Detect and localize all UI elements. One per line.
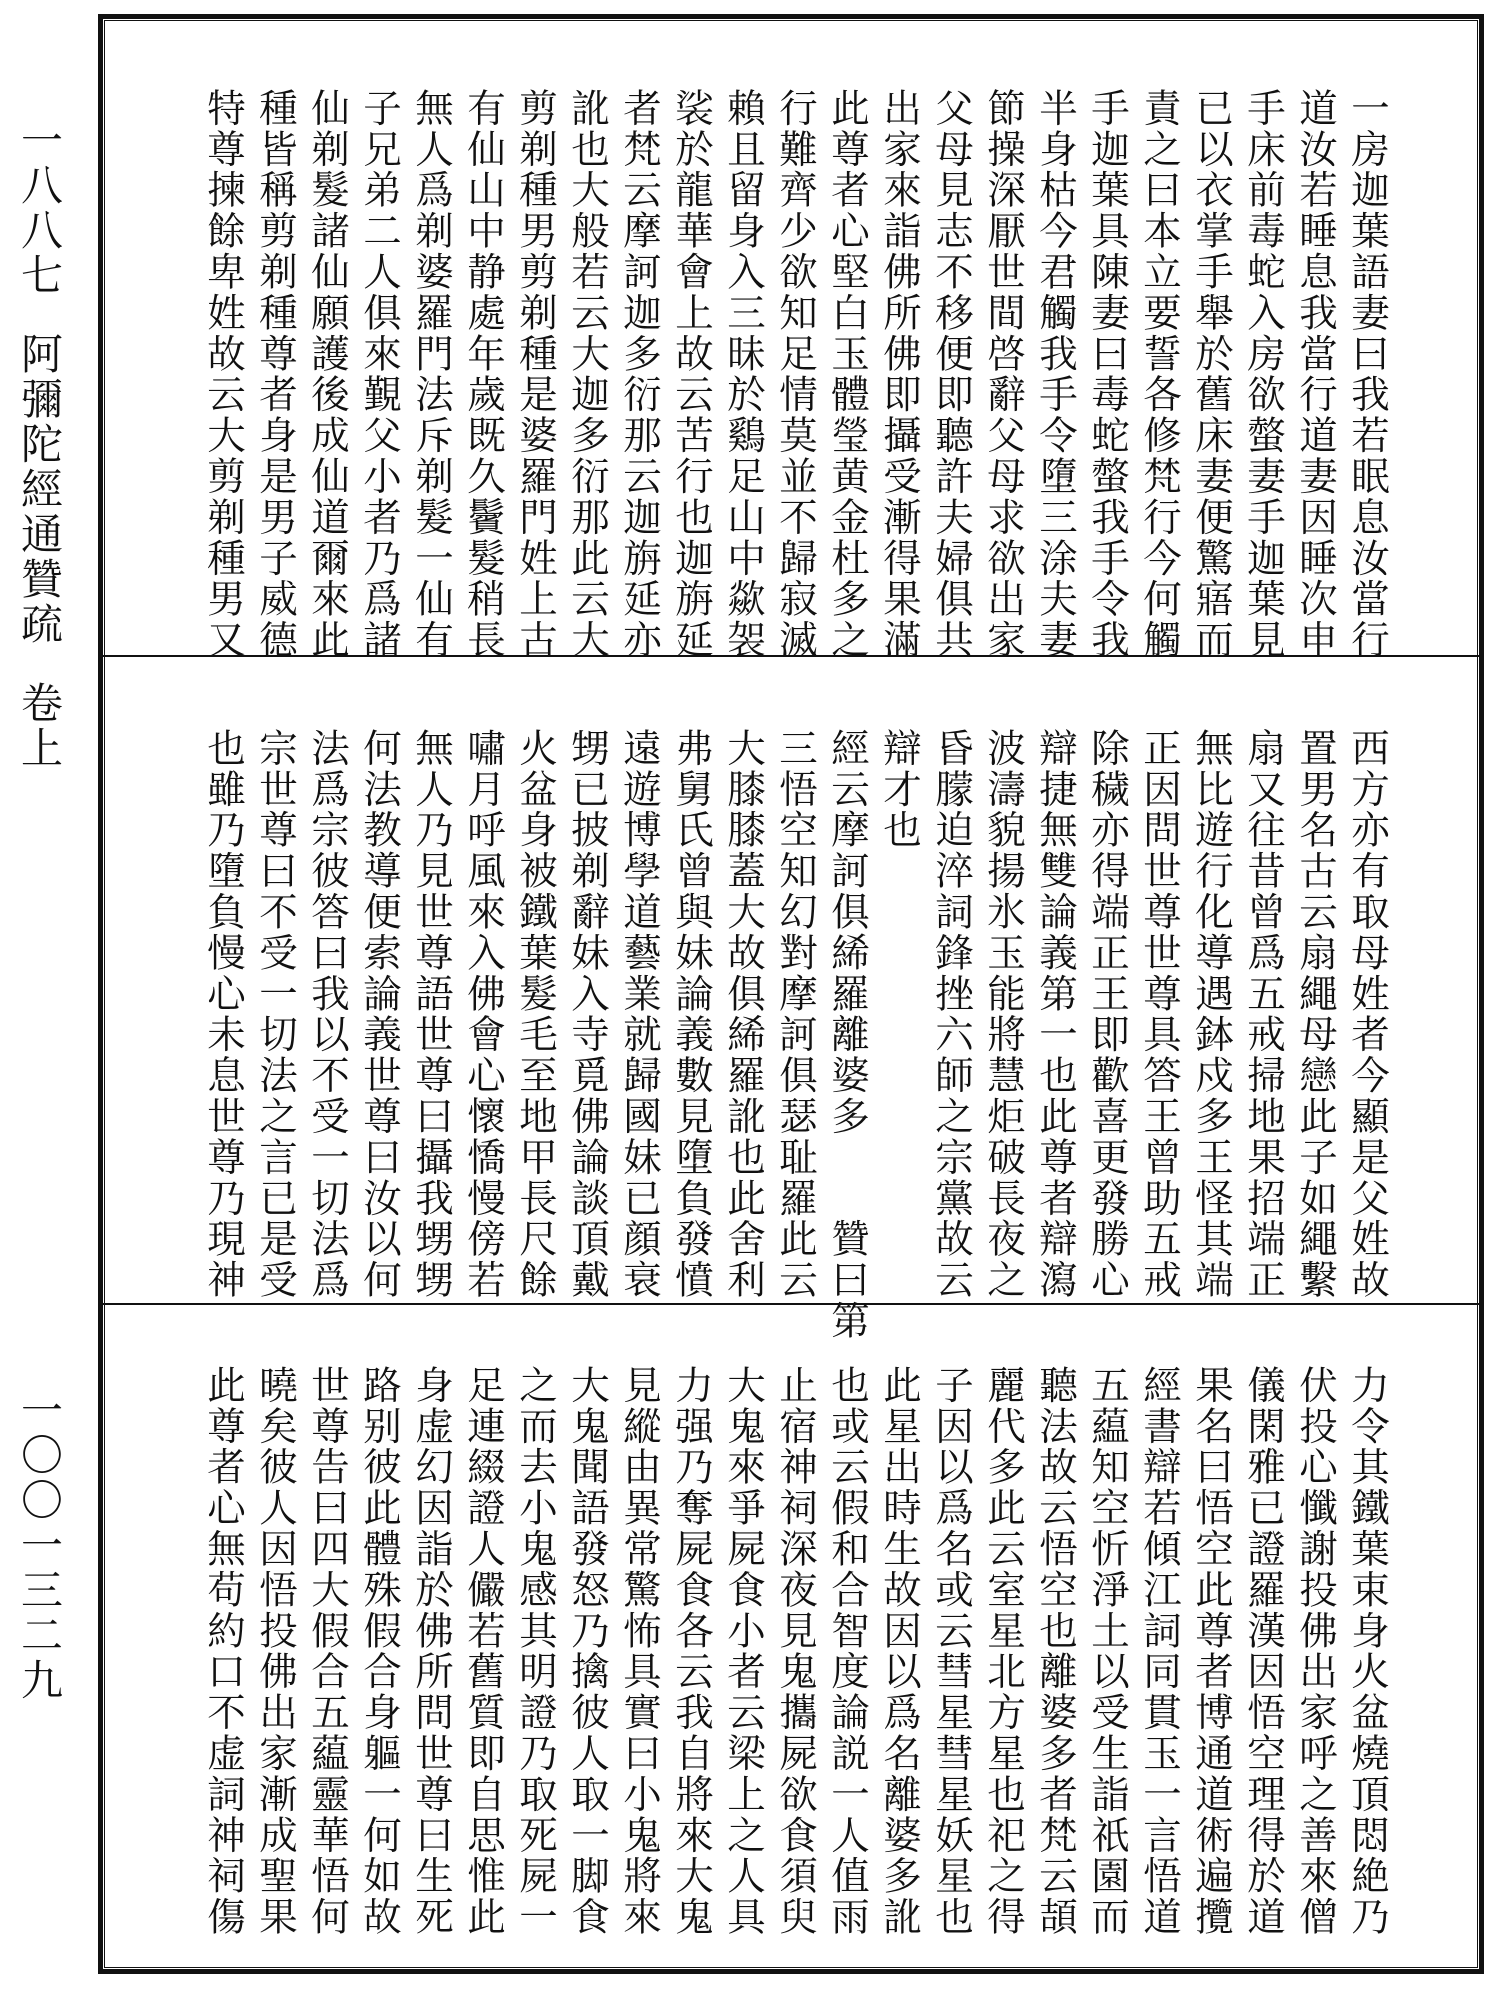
text-column: 止宿神祠深夜見鬼攜屍欲食須臾	[773, 1365, 818, 1938]
text-column: 子兄弟二人俱來覲父小者乃爲諸	[357, 88, 402, 661]
text-column: 路别彼此體殊假合身軀一何如故	[357, 1365, 402, 1938]
text-column: 聽法故云悟空也離婆多者梵云頡	[1033, 1365, 1078, 1938]
text-column: 何法教導便索論義世尊曰汝以何	[357, 728, 402, 1301]
text-column: 辯才也	[877, 728, 922, 851]
text-column: 西方亦有取母姓者今顯是父姓故	[1345, 728, 1390, 1301]
margin-header	[15, 118, 64, 771]
text-column: 出家來詣佛所佛即攝受漸得果滿	[877, 88, 922, 661]
text-column: 宗世尊曰不受一切法之言已是受	[253, 728, 298, 1301]
text-column: 身虚幻因詣於佛所問世尊曰生死	[409, 1365, 454, 1938]
text-column: 無人爲剃婆羅門法斥剃髮一仙有	[409, 88, 454, 661]
text-column: 曉矣彼人因悟投佛出家漸成聖果	[253, 1365, 298, 1938]
text-column: 除穢亦得端正王即歡喜更發勝心	[1085, 728, 1130, 1301]
book-title: 阿彌陀經通贊疏	[15, 332, 64, 647]
text-column: 法爲宗彼答曰我以不受一切法爲	[305, 728, 350, 1301]
text-column: 半身枯今君觸我手令墮三涂夫妻	[1033, 88, 1078, 661]
text-panel-middle	[200, 728, 1390, 1342]
text-column: 正因問世尊世尊具答王曾助五戒	[1137, 728, 1182, 1301]
text-column: 仙剃髮諸仙願護後成仙道爾來此	[305, 88, 350, 661]
text-column: 訛也大般若云大迦多衍那此云大	[565, 88, 610, 661]
text-column: 三悟空知幻對摩訶俱瑟耻羅此云	[773, 728, 818, 1301]
text-column: 麗代多此云室星北方星也祀之得	[981, 1365, 1026, 1938]
text-column: 力强乃奪屍食各云我自將來大鬼	[669, 1365, 714, 1938]
text-column: 置男名古云扇繩母戀此子如繩繫	[1293, 728, 1338, 1301]
text-column: 經書辯若傾江詞同貫玉一言悟道	[1137, 1365, 1182, 1938]
text-column: 特尊揀餘卑姓故云大剪剃種男又	[201, 88, 246, 661]
text-column: 之而去小鬼感其明證乃取死屍一	[513, 1365, 558, 1938]
text-column: 波濤貌揚氷玉能將慧炬破長夜之	[981, 728, 1026, 1301]
text-column: 伏投心懺謝投佛出家呼之善來僧	[1293, 1365, 1338, 1938]
text-column: 子因以爲名或云彗星彗星妖星也	[929, 1365, 974, 1938]
text-column: 行難齊少欲知足情莫並不歸寂滅	[773, 88, 818, 661]
text-column: 弗舅氏曾與妹論義數見墮負發憤	[669, 728, 714, 1301]
text-column: 一房迦葉語妻曰我若眠息汝當行	[1345, 88, 1390, 661]
text-column: 經云摩訶俱絺羅離婆多 贊曰第	[825, 728, 870, 1342]
text-column: 剪剃種男剪剃種是婆羅門姓上古	[513, 88, 558, 661]
text-column: 已以衣掌手舉於舊床妻便驚寤而	[1189, 88, 1234, 661]
text-column: 此星出時生故因以爲名離婆多訛	[877, 1365, 922, 1938]
volume-label: 卷上	[15, 681, 64, 771]
text-column: 大膝膝蓋大故俱絺羅訛也此舍利	[721, 728, 766, 1301]
text-column: 甥已披剃辭妹入寺覓佛論談頂戴	[565, 728, 610, 1301]
folio-number: 一八八七	[15, 118, 64, 298]
text-column: 果名曰悟空此尊者博通道術遍攬	[1189, 1365, 1234, 1938]
text-column: 扇又往昔曾爲五戒掃地果招端正	[1241, 728, 1286, 1301]
page-number: 一〇〇一三二九	[15, 1388, 64, 1703]
text-column: 賴且留身入三昧於鷄足山中歘袈	[721, 88, 766, 661]
text-column: 大鬼聞語發怒乃擒彼人取一脚食	[565, 1365, 610, 1938]
text-column: 儀閑雅已證羅漢因悟空理得於道	[1241, 1365, 1286, 1938]
text-column: 手迦葉具陳妻曰毒蛇螫我手令我	[1085, 88, 1130, 661]
text-panel-bottom	[200, 1365, 1390, 1938]
text-column: 有仙山中静處年歲既久鬢髮稍長	[461, 88, 506, 661]
text-column: 手床前毒蛇入房欲螫妻手迦葉見	[1241, 88, 1286, 661]
text-column: 者梵云摩訶迦多衍那云迦旃延亦	[617, 88, 662, 661]
text-column: 裟於龍華會上故云苦行也迦旃延	[669, 88, 714, 661]
text-column: 責之曰本立要誓各修梵行今何觸	[1137, 88, 1182, 661]
text-panel-top	[200, 88, 1390, 661]
text-column: 昏朦迫淬詞鋒挫六師之宗黨故云	[929, 728, 974, 1301]
text-column: 世尊告曰四大假合五藴靈華悟何	[305, 1365, 350, 1938]
text-column: 種皆稱剪剃種尊者身是男子威德	[253, 88, 298, 661]
text-column: 嘯月呼風來入佛會心懷憍慢傍若	[461, 728, 506, 1301]
text-column: 也雖乃墮負慢心未息世尊乃現神	[201, 728, 246, 1301]
text-column: 道汝若睡息我當行道妻因睡次申	[1293, 88, 1338, 661]
text-column: 五藴知空忻淨土以受生詣祇園而	[1085, 1365, 1130, 1938]
text-column: 此尊者心堅白玉體瑩黄金杜多之	[825, 88, 870, 661]
text-column: 無人乃見世尊語世尊曰攝我甥甥	[409, 728, 454, 1301]
text-column: 足連綴證人儼若舊質即自思惟此	[461, 1365, 506, 1938]
text-column: 辯捷無雙論義第一也此尊者辯瀉	[1033, 728, 1078, 1301]
text-column: 節操深厭世間啓辭父母求欲出家	[981, 88, 1026, 661]
text-column: 遠遊博學道藝業就歸國妹已顔衰	[617, 728, 662, 1301]
text-column: 無比遊行化導遇鉢戍多王怪其端	[1189, 728, 1234, 1301]
text-column: 也或云假和合智度論説一人值雨	[825, 1365, 870, 1938]
text-column: 父母見志不移便即聽許夫婦俱共	[929, 88, 974, 661]
text-column: 力令其鐵葉束身火盆燒頂悶絶乃	[1345, 1365, 1390, 1938]
text-column: 見縱由異常驚怖具實曰小鬼將來	[617, 1365, 662, 1938]
text-column: 大鬼來爭屍食小者云梁上之人具	[721, 1365, 766, 1938]
text-column: 此尊者心無苟約口不虚詞神祠傷	[201, 1365, 246, 1938]
text-column: 火盆身被鐵葉髮毛至地甲長尺餘	[513, 728, 558, 1301]
